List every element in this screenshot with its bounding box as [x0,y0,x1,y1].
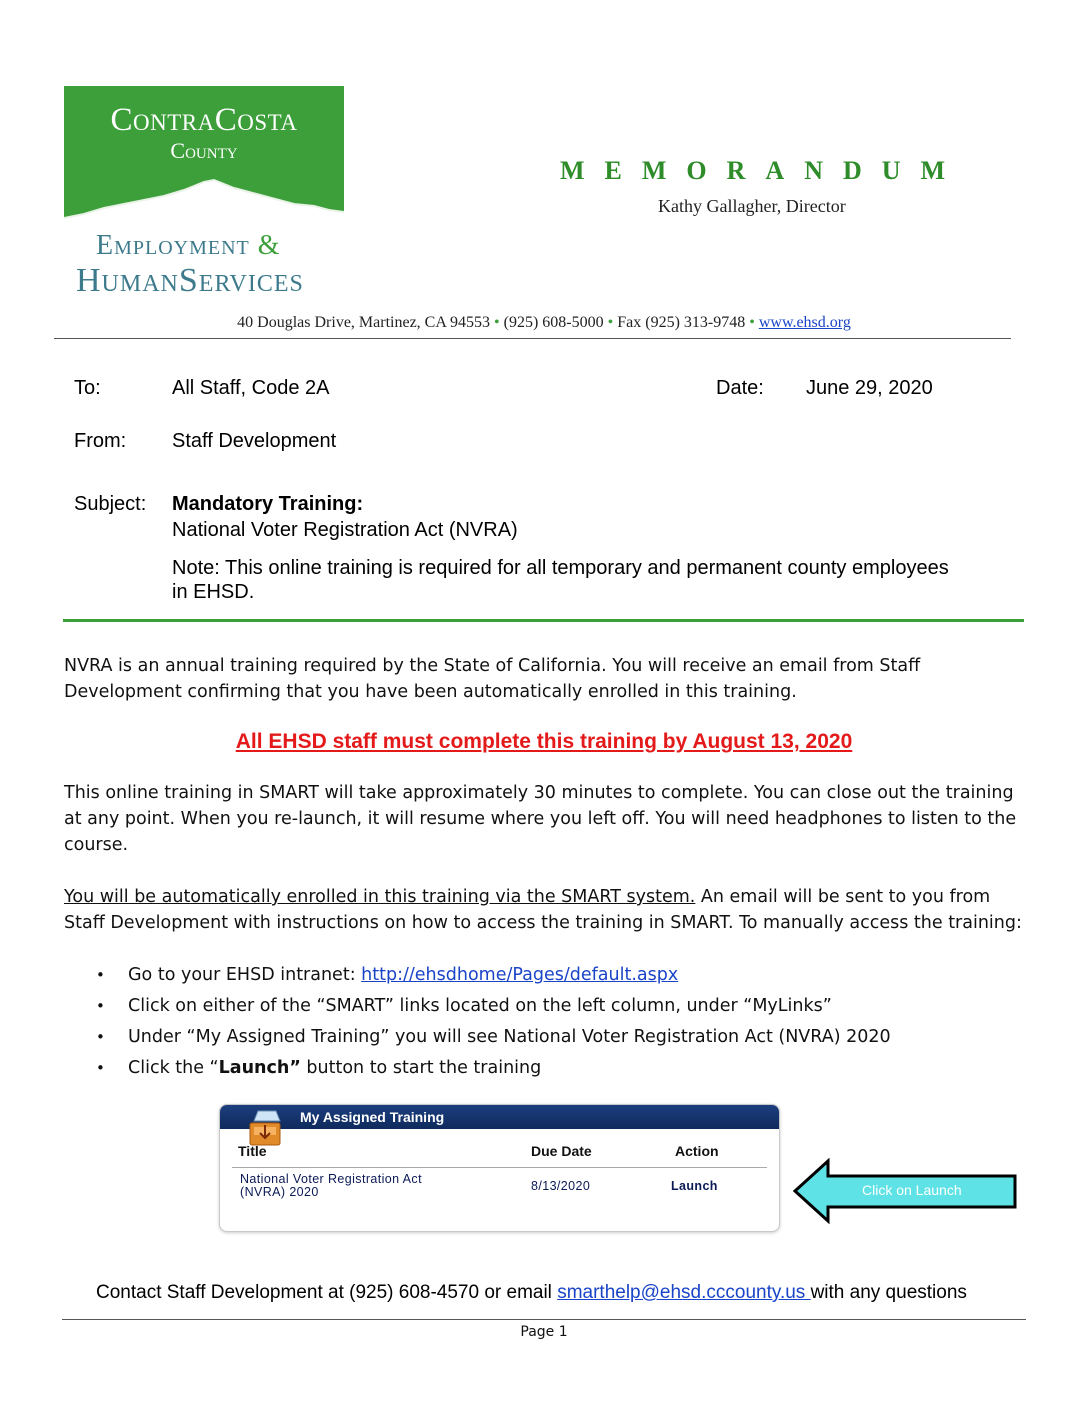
bullet-dot: • [96,1059,105,1077]
address-fax: Fax (925) 313-9748 [617,314,746,331]
enrollment-underlined: You will be automatically enrolled in this training via the SMART system. [64,887,696,907]
director-name: Kathy Gallagher, Director [658,196,846,216]
address-line [0,314,1088,332]
duration-line: course. [64,835,129,855]
duration-line: This online training in SMART will take approximately 30 minutes to complete. You can close out the training [64,783,1014,803]
inbox-tray-icon [246,1109,286,1147]
subject-title: Mandatory Training: [172,493,364,515]
list-item-text: Click the “ [128,1058,219,1078]
deadline-notice: All EHSD staff must complete this training by August 13, 2020 [235,730,853,753]
column-action: Action [675,1143,719,1159]
bullet-dot: • [96,1028,105,1046]
logo-ampersand: & [257,230,281,261]
row-title-line2: (NVRA) 2020 [240,1185,319,1199]
contact-text: Contact Staff Development at (925) 608-4570 or email [96,1282,558,1303]
duration-line: at any point. When you re-launch, it will resume where you left off. You will need headphones to listen to the [64,809,1017,829]
list-item [96,991,996,1022]
list-item-text: button to start the training [300,1058,542,1078]
contact-line [96,1282,967,1304]
date-label: Date: [716,377,764,399]
website-link[interactable]: www.ehsd.org [758,314,851,331]
enrollment-paragraph [64,884,1024,936]
list-item-text: Go to your EHSD intranet: [128,965,362,985]
intro-line: Development confirming that you have been automatically enrolled in this training. [64,682,797,702]
intro-paragraph [64,653,1024,705]
logo-county: County [170,138,238,163]
list-item-text: Under “My Assigned Training” you will see National Voter Registration Act (NVRA) 2020 [128,1027,891,1047]
address-bullet: • [494,314,500,331]
column-title: Title [238,1143,267,1159]
panel-title: My Assigned Training [300,1109,445,1125]
launch-button[interactable]: Launch [671,1179,718,1193]
page-number: Page 1 [520,1324,568,1340]
row-due-date: 8/13/2020 [531,1179,591,1193]
contact-text: with any questions [810,1282,967,1303]
memorandum-title: MEMORANDUM [560,156,966,185]
subject-line2: National Voter Registration Act (NVRA) [172,519,518,541]
header-divider [54,338,1011,339]
logo-employment [96,230,281,262]
assigned-training-panel [219,1104,780,1232]
from-value: Staff Development [172,430,337,452]
address-phone: (925) 608-5000 [503,314,604,331]
column-due-date: Due Date [531,1143,592,1159]
subject-label: Subject: [74,493,147,515]
to-label: To: [74,377,101,399]
enrollment-line [64,884,1024,910]
intranet-link[interactable]: http://ehsdhome/Pages/default.aspx [361,965,679,985]
launch-bold-text: Launch” [218,1058,301,1078]
intro-line: NVRA is an annual training required by the State of California. You will receive an email from Staff [64,656,921,676]
instruction-list [96,960,996,1084]
to-value: All Staff, Code 2A [172,377,330,399]
enrollment-rest: An email will be sent to you from [695,887,991,907]
green-divider [63,619,1024,622]
date-value: June 29, 2020 [806,377,933,399]
bullet-dot: • [96,966,105,984]
address-bullet: • [749,314,755,331]
list-item-text: Click on either of the “SMART” links located on the left column, under “MyLinks” [128,996,832,1016]
panel-divider [232,1167,767,1168]
list-item [96,1022,996,1053]
logo-human-services: HumanServices [76,262,304,299]
county-logo [64,86,344,228]
note-line2: in EHSD. [172,581,255,603]
logo-contra-costa: ContraCosta [110,102,298,138]
bullet-dot: • [96,997,105,1015]
address-street: 40 Douglas Drive, Martinez, CA 94553 [237,314,491,331]
email-link[interactable]: smarthelp@ehsd.cccounty.us [557,1282,811,1303]
address-bullet: • [607,314,614,331]
list-item [96,1053,996,1084]
enrollment-line: Staff Development with instructions on how to access the training in SMART. To manually access the training: [64,913,1022,933]
footer-divider [62,1319,1026,1320]
list-item [96,960,996,991]
callout-label: Click on Launch [862,1182,962,1198]
logo-employment-text: Employment [96,230,250,261]
mountain-icon [64,178,344,228]
duration-paragraph [64,780,1024,858]
note-line1: Note: This online training is required for all temporary and permanent county employees [172,557,949,579]
row-title-line1: National Voter Registration Act [240,1172,422,1186]
from-label: From: [74,430,127,452]
